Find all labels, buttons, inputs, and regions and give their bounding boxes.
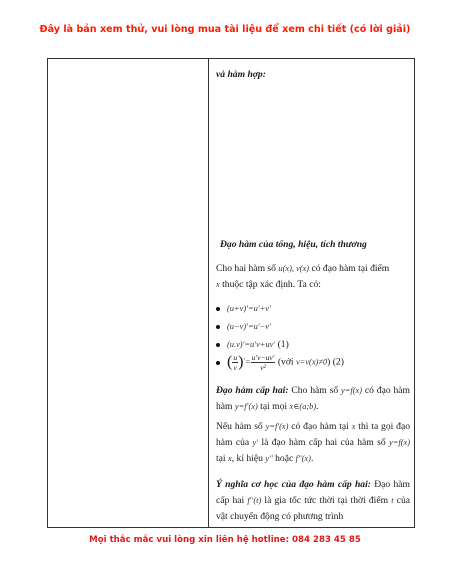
intro-text: và hàm hợp: [216,69,266,80]
quotient-rhs: $\frac{u'v-uv'}{\text{v²}}$ [251,353,275,372]
bullet-dot [216,307,220,311]
hotline-footer: Mọi thắc mắc vui lòng xin liên hệ hotline: 084 283 45 85 [89,535,361,545]
bullet-sum-rule: (u+v)′=u′+v′ [216,301,271,317]
paragraph-second-derivative-definition: Nếu hàm số y=f′(x) có đạo hàm tại x thì ta gọi đạo hàm của y′ là đạo hàm cấp hai của hàm số y=f(x) tại x, kí hiệu y′′ hoặc f′′(x). [216,421,411,464]
paragraph-second-derivative: Đạo hàm cấp hai: Cho hàm số y=f(x) có đạo hàm hàm y=f′(x) tại mọi x∈(a;b). [216,385,410,412]
bullet-difference-rule: (u−v)′=u′−v′ [216,319,271,335]
section-title-derivative-rules: Đạo hàm của tổng, hiệu, tích thương [220,239,367,250]
paragraph-two-functions: Cho hai hàm số u(x), v(x) có đạo hàm tại điểm x thuộc tập xác định. Ta có: [216,263,390,290]
paragraph-mechanical-meaning: Ý nghĩa cơ học của đạo hàm cấp hai: Đạo hàm cấp hai f′′(t) là gia tốc tức thời tại thời điểm t của vật chuyển động có phương trình [216,479,411,522]
bullet-product-rule: (u.v)′=u′v+uv′ (1) [216,337,289,353]
section-title-second-derivative: Đạo hàm cấp hai: [216,385,289,396]
preview-banner: Đây là bản xem thử, vui lòng mua tài liệu để xem chi tiết (có lời giải) [39,24,411,35]
bullet-quotient-rule: ( $\frac{u}{v}$ )′= $\frac{u'v-uv'}{\text{v²}}$ (với v=v(x)≠0) (2) [216,353,344,372]
quotient-lhs: $\frac{u}{v}$ [233,353,238,372]
section-title-mechanical-meaning: Ý nghĩa cơ học của đạo hàm cấp hai: [216,479,371,490]
bullet-dot [216,325,220,329]
column-divider [208,59,209,527]
bullet-dot [216,361,220,365]
bullet-dot [216,343,220,347]
content-table [47,58,415,528]
right-cell [216,67,411,522]
